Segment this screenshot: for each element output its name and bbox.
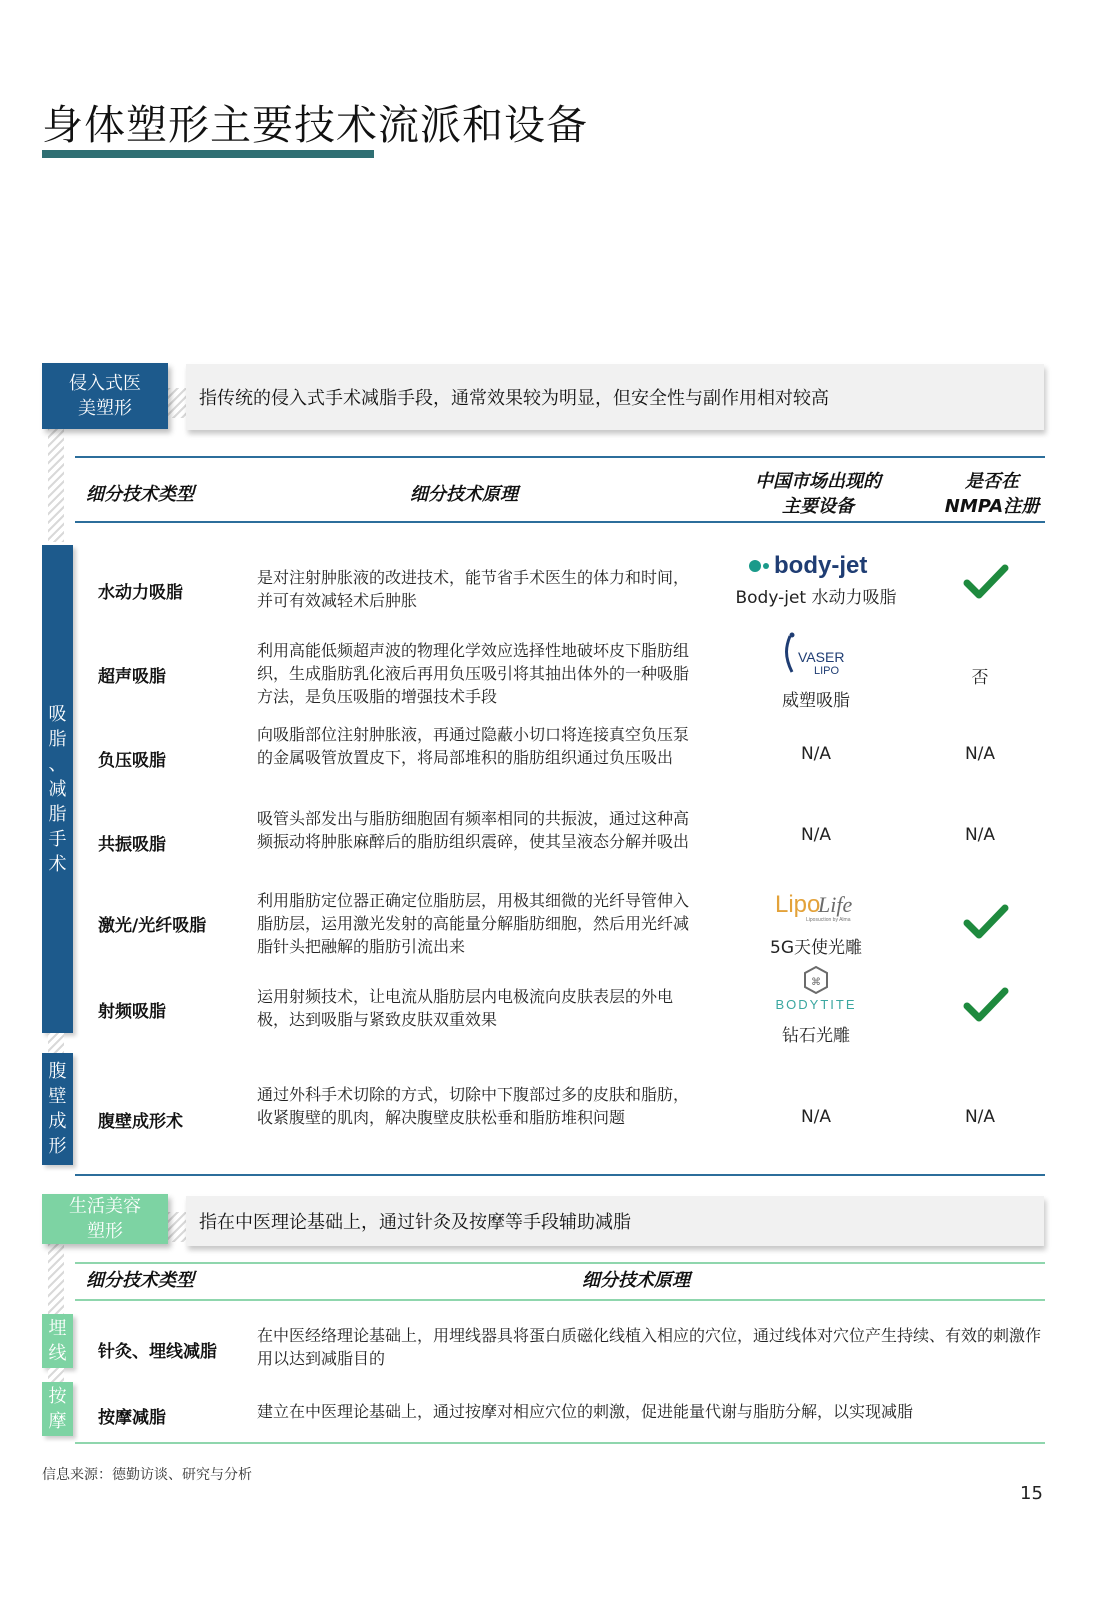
group-char: 吸 <box>48 703 67 725</box>
life-tag-line2: 塑形 <box>87 1221 123 1242</box>
group-char: 、 <box>48 753 67 775</box>
group-char: 减 <box>48 778 67 800</box>
row-principle: 利用脂肪定位器正确定位脂肪层，用极其细微的光纤导管伸入脂肪层，运用激光发射的高能量分解脂肪细胞，然后用光纤减脂针头把融解的脂肪引流出来 <box>257 891 690 956</box>
group-liposuction-bar <box>42 545 73 1033</box>
invasive-tag-line1: 侵入式医 <box>69 373 141 394</box>
header-rule <box>75 521 1045 523</box>
group-char: 壁 <box>48 1086 67 1107</box>
row-nmpa: N/A <box>964 825 996 845</box>
life-section-description: 指在中医理论基础上，通过针灸及按摩等手段辅助减脂 <box>186 1196 1044 1246</box>
bodytite-logo <box>753 964 879 1014</box>
group-abdomen-bar <box>42 1053 73 1165</box>
life-row-type: 针灸、埋线减脂 <box>98 1342 217 1362</box>
col-header-nmpa <box>932 469 1052 519</box>
life-row-principle: 在中医经络理论基础上，用埋线器具将蛋白质磁化线植入相应的穴位，通过线体对穴位产生持续、有效的刺激作用以达到减脂目的 <box>257 1326 1042 1368</box>
page-number: 15 <box>1020 1483 1043 1504</box>
group-embed-bar <box>42 1314 73 1368</box>
vaser-logo-text: VASER <box>798 649 845 665</box>
col-header-nmpa-line1: 是否在 <box>965 471 1019 492</box>
lipolife-logo <box>766 888 866 924</box>
group-char: 按 <box>48 1386 67 1407</box>
check-icon <box>963 986 1009 1024</box>
invasive-section-tag <box>42 363 168 429</box>
check-icon <box>963 903 1009 941</box>
group-char: 成 <box>48 1111 67 1132</box>
hatch-decoration <box>168 1212 186 1242</box>
row-type: 超声吸脂 <box>98 667 166 687</box>
col-header-device <box>730 469 906 519</box>
row-principle: 利用高能低频超声波的物理化学效应选择性地破坏皮下脂肪组织，生成脂肪乳化液后再用负压吸引将其抽出体外的一种吸脂方法，是负压吸脂的增强技术手段 <box>257 641 690 706</box>
row-type: 腹壁成形术 <box>98 1112 183 1132</box>
row-type: 射频吸脂 <box>98 1002 166 1022</box>
hatch-decoration <box>48 428 64 542</box>
group-char: 术 <box>48 853 67 875</box>
check-icon <box>963 563 1009 601</box>
row-principle: 通过外科手术切除的方式，切除中下腹部过多的皮肤和脂肪，收紧腹壁的肌肉，解决腹壁皮肤松垂和脂肪堆积问题 <box>257 1085 690 1127</box>
svg-text:⌘: ⌘ <box>811 977 821 988</box>
row-principle: 向吸脂部位注射肿胀液，再通过隐蔽小切口将连接真空负压泵的金属吸管放置皮下，将局部堆积的脂肪组织通过负压吸出 <box>257 725 690 767</box>
bodyjet-logo <box>728 548 904 582</box>
lipolife-logo-text-2: Life <box>818 892 853 917</box>
row-type: 共振吸脂 <box>98 835 166 855</box>
group-massage-bar <box>42 1382 73 1436</box>
col-header-nmpa-line2: NMPA注册 <box>944 496 1040 517</box>
hatch-decoration <box>48 1244 64 1314</box>
col-header-type: 细分技术类型 <box>86 484 194 505</box>
col-header-device-line1: 中国市场出现的 <box>755 471 881 492</box>
group-char: 脂 <box>48 728 67 750</box>
life-row-principle: 建立在中医理论基础上，通过按摩对相应穴位的刺激，促进能量代谢与脂肪分解，以实现减脂 <box>257 1402 914 1421</box>
life-col-header-principle: 细分技术原理 <box>582 1270 690 1291</box>
row-device: N/A <box>800 1107 832 1127</box>
lipolife-logo-subtext: Liposuction by Alma <box>806 917 851 923</box>
row-nmpa: N/A <box>964 744 996 764</box>
row-device: 5G天使光雕 <box>770 938 862 958</box>
row-device: Body-jet 水动力吸脂 <box>735 588 897 608</box>
hatch-decoration <box>48 1368 64 1382</box>
life-section-tag <box>42 1194 168 1244</box>
vaser-logo-subtext: LIPO <box>814 665 840 677</box>
life-header-rule <box>75 1299 1045 1301</box>
life-table-top-rule <box>75 1262 1045 1264</box>
source-footnote: 信息来源：德勤访谈、研究与分析 <box>42 1467 252 1483</box>
life-table-bottom-rule <box>75 1442 1045 1444</box>
hatch-decoration <box>168 388 186 418</box>
invasive-section-description: 指传统的侵入式手术减脂手段，通常效果较为明显，但安全性与副作用相对较高 <box>186 364 1044 430</box>
group-char: 腹 <box>48 1061 67 1082</box>
row-device: 威塑吸脂 <box>782 691 850 711</box>
hatch-decoration <box>48 1033 64 1053</box>
col-header-device-line2: 主要设备 <box>782 496 854 517</box>
life-row-type: 按摩减脂 <box>98 1408 166 1428</box>
bodytite-logo-text: BODYTITE <box>775 997 857 1012</box>
row-device: 钻石光雕 <box>782 1026 850 1046</box>
row-principle: 运用射频技术，让电流从脂肪层内电极流向皮肤表层的外电极，达到吸脂与紧致皮肤双重效果 <box>257 987 674 1029</box>
row-nmpa: N/A <box>964 1107 996 1127</box>
group-char: 摩 <box>48 1411 67 1432</box>
group-char: 埋 <box>48 1318 67 1339</box>
row-type: 负压吸脂 <box>98 751 166 771</box>
row-nmpa: 否 <box>971 668 989 688</box>
table-bottom-rule <box>75 1174 1045 1176</box>
row-principle: 吸管头部发出与脂肪细胞固有频率相同的共振波，通过这种高频振动将肿胀麻醉后的脂肪组织震碎，使其呈液态分解并吸出 <box>257 809 690 851</box>
group-char: 手 <box>48 828 67 850</box>
row-device: N/A <box>800 744 832 764</box>
col-header-principle: 细分技术原理 <box>410 484 518 505</box>
bodyjet-logo-text: body-jet <box>774 552 868 578</box>
group-char: 脂 <box>48 803 67 825</box>
group-char: 形 <box>48 1136 67 1157</box>
row-type: 激光/光纤吸脂 <box>98 916 207 936</box>
vaser-logo <box>768 630 868 680</box>
row-type: 水动力吸脂 <box>98 583 183 603</box>
row-principle: 是对注射肿胀液的改进技术，能节省手术医生的体力和时间，并可有效减轻术后肿胀 <box>257 568 690 610</box>
title-underline <box>42 150 374 158</box>
page-title: 身体塑形主要技术流派和设备 <box>42 101 588 149</box>
life-col-header-type: 细分技术类型 <box>86 1270 194 1291</box>
row-device: N/A <box>800 825 832 845</box>
invasive-tag-line2: 美塑形 <box>78 398 132 419</box>
table-top-rule <box>75 456 1045 458</box>
group-char: 线 <box>48 1343 67 1364</box>
life-tag-line1: 生活美容 <box>69 1196 141 1217</box>
lipolife-logo-text-1: Lipo <box>775 891 821 918</box>
